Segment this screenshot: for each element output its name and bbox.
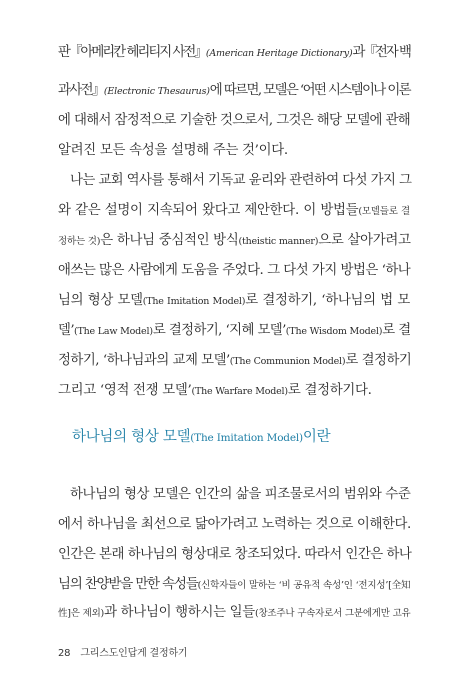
text-line <box>58 378 410 405</box>
text-line: 애쓰는 많은 사람에게 도움을 주었다. 그 다섯 가지 방법은 ‘하나 <box>58 263 411 278</box>
annotation: (창조주나 구속자로서 그분에게만 고유 <box>254 608 411 619</box>
text-run: 로 결정하기 <box>345 353 412 368</box>
heading-english-term: (The Imitation Model) <box>190 432 303 444</box>
running-title: 그리스도인답게 결정하기 <box>80 648 188 659</box>
text-run: 으로 살아가려고 <box>318 233 411 248</box>
text-run: 정하기, ‘하나님과의 교제 모델’ <box>58 353 230 368</box>
heading-text: 이란 <box>302 429 331 445</box>
annotation: 정하는 것) <box>58 236 101 247</box>
text-run: 님의 형상 모델 <box>58 293 143 308</box>
text-run: 로 결정하기, ‘지혜 모델’ <box>152 323 286 338</box>
text-line <box>58 572 410 599</box>
english-term: (The Warfare Model) <box>191 386 288 397</box>
text-run: 로 결 <box>382 323 411 338</box>
english-term: (The Wisdom Model) <box>285 326 383 337</box>
text-line: 에서 하나님을 최선으로 닮아가려고 노력하는 것으로 이해한다. <box>58 517 411 532</box>
text-line <box>58 318 410 345</box>
english-term: (theistic manner) <box>238 236 319 247</box>
text-line <box>58 600 410 627</box>
text-run: 과사전』 <box>58 83 104 98</box>
english-term: (Electronic Thesaurus) <box>103 86 210 97</box>
text-run: 은 하나님 중심적인 방식 <box>100 233 239 248</box>
text-line: 에 대해서 잠정적으로 기술한 것으로서, 그것은 해당 모델에 관해 <box>58 113 410 128</box>
text-line <box>58 228 410 255</box>
text-run: 에 따르면, 모델은 ‘어떤 시스템이나 이론 <box>209 83 411 98</box>
text-line <box>58 348 410 375</box>
annotation: 性]은 제외) <box>58 608 105 619</box>
text-run: 과 하나님이 행하시는 일들 <box>104 605 255 620</box>
text-run: 델’ <box>58 323 74 338</box>
section-heading <box>72 424 330 451</box>
text-line <box>58 40 410 67</box>
text-run: 님의 찬양받을 만한 속성들 <box>58 577 198 592</box>
text-run: 과『전자 백 <box>352 45 410 60</box>
text-line: 알려진 모든 속성을 설명해 주는 것’이다. <box>58 143 288 158</box>
page-footer <box>58 644 187 659</box>
english-term: (American Heritage Dictionary) <box>205 48 353 59</box>
english-term: (The Law Model) <box>74 326 153 337</box>
english-term: (The Communion Model) <box>229 356 346 367</box>
english-term: (The Imitation Model) <box>142 296 246 307</box>
text-run: 로 결정하기다. <box>287 383 372 398</box>
text-run: 판『아메리칸 헤리티지 사전』 <box>58 45 206 60</box>
heading-text: 하나님의 형상 모델 <box>72 429 191 445</box>
annotation: (신학자들이 말하는 ‘비 공유적 속성’인 ‘전지성’[全知 <box>197 580 411 591</box>
text-line <box>58 78 410 105</box>
text-run: 로 결정하기, ‘하나님의 법 모 <box>245 293 410 308</box>
text-line: 하나님의 형상 모델은 인간의 삶을 피조물로서의 범위와 수준 <box>70 487 411 502</box>
text-line <box>58 288 410 315</box>
page-number: 28 <box>58 648 71 659</box>
text-line: 인간은 본래 하나님의 형상대로 창조되었다. 따라서 인간은 하나 <box>58 547 412 562</box>
text-run: 그리고 ‘영적 전쟁 모델’ <box>58 383 192 398</box>
text-line <box>58 198 410 225</box>
text-line: 나는 교회 역사를 통해서 기독교 윤리와 관련하여 다섯 가지 그 <box>70 173 412 188</box>
text-run: 와 같은 설명이 지속되어 왔다고 제안한다. 이 방법들 <box>58 203 359 218</box>
annotation: (모델들로 결 <box>358 206 410 217</box>
